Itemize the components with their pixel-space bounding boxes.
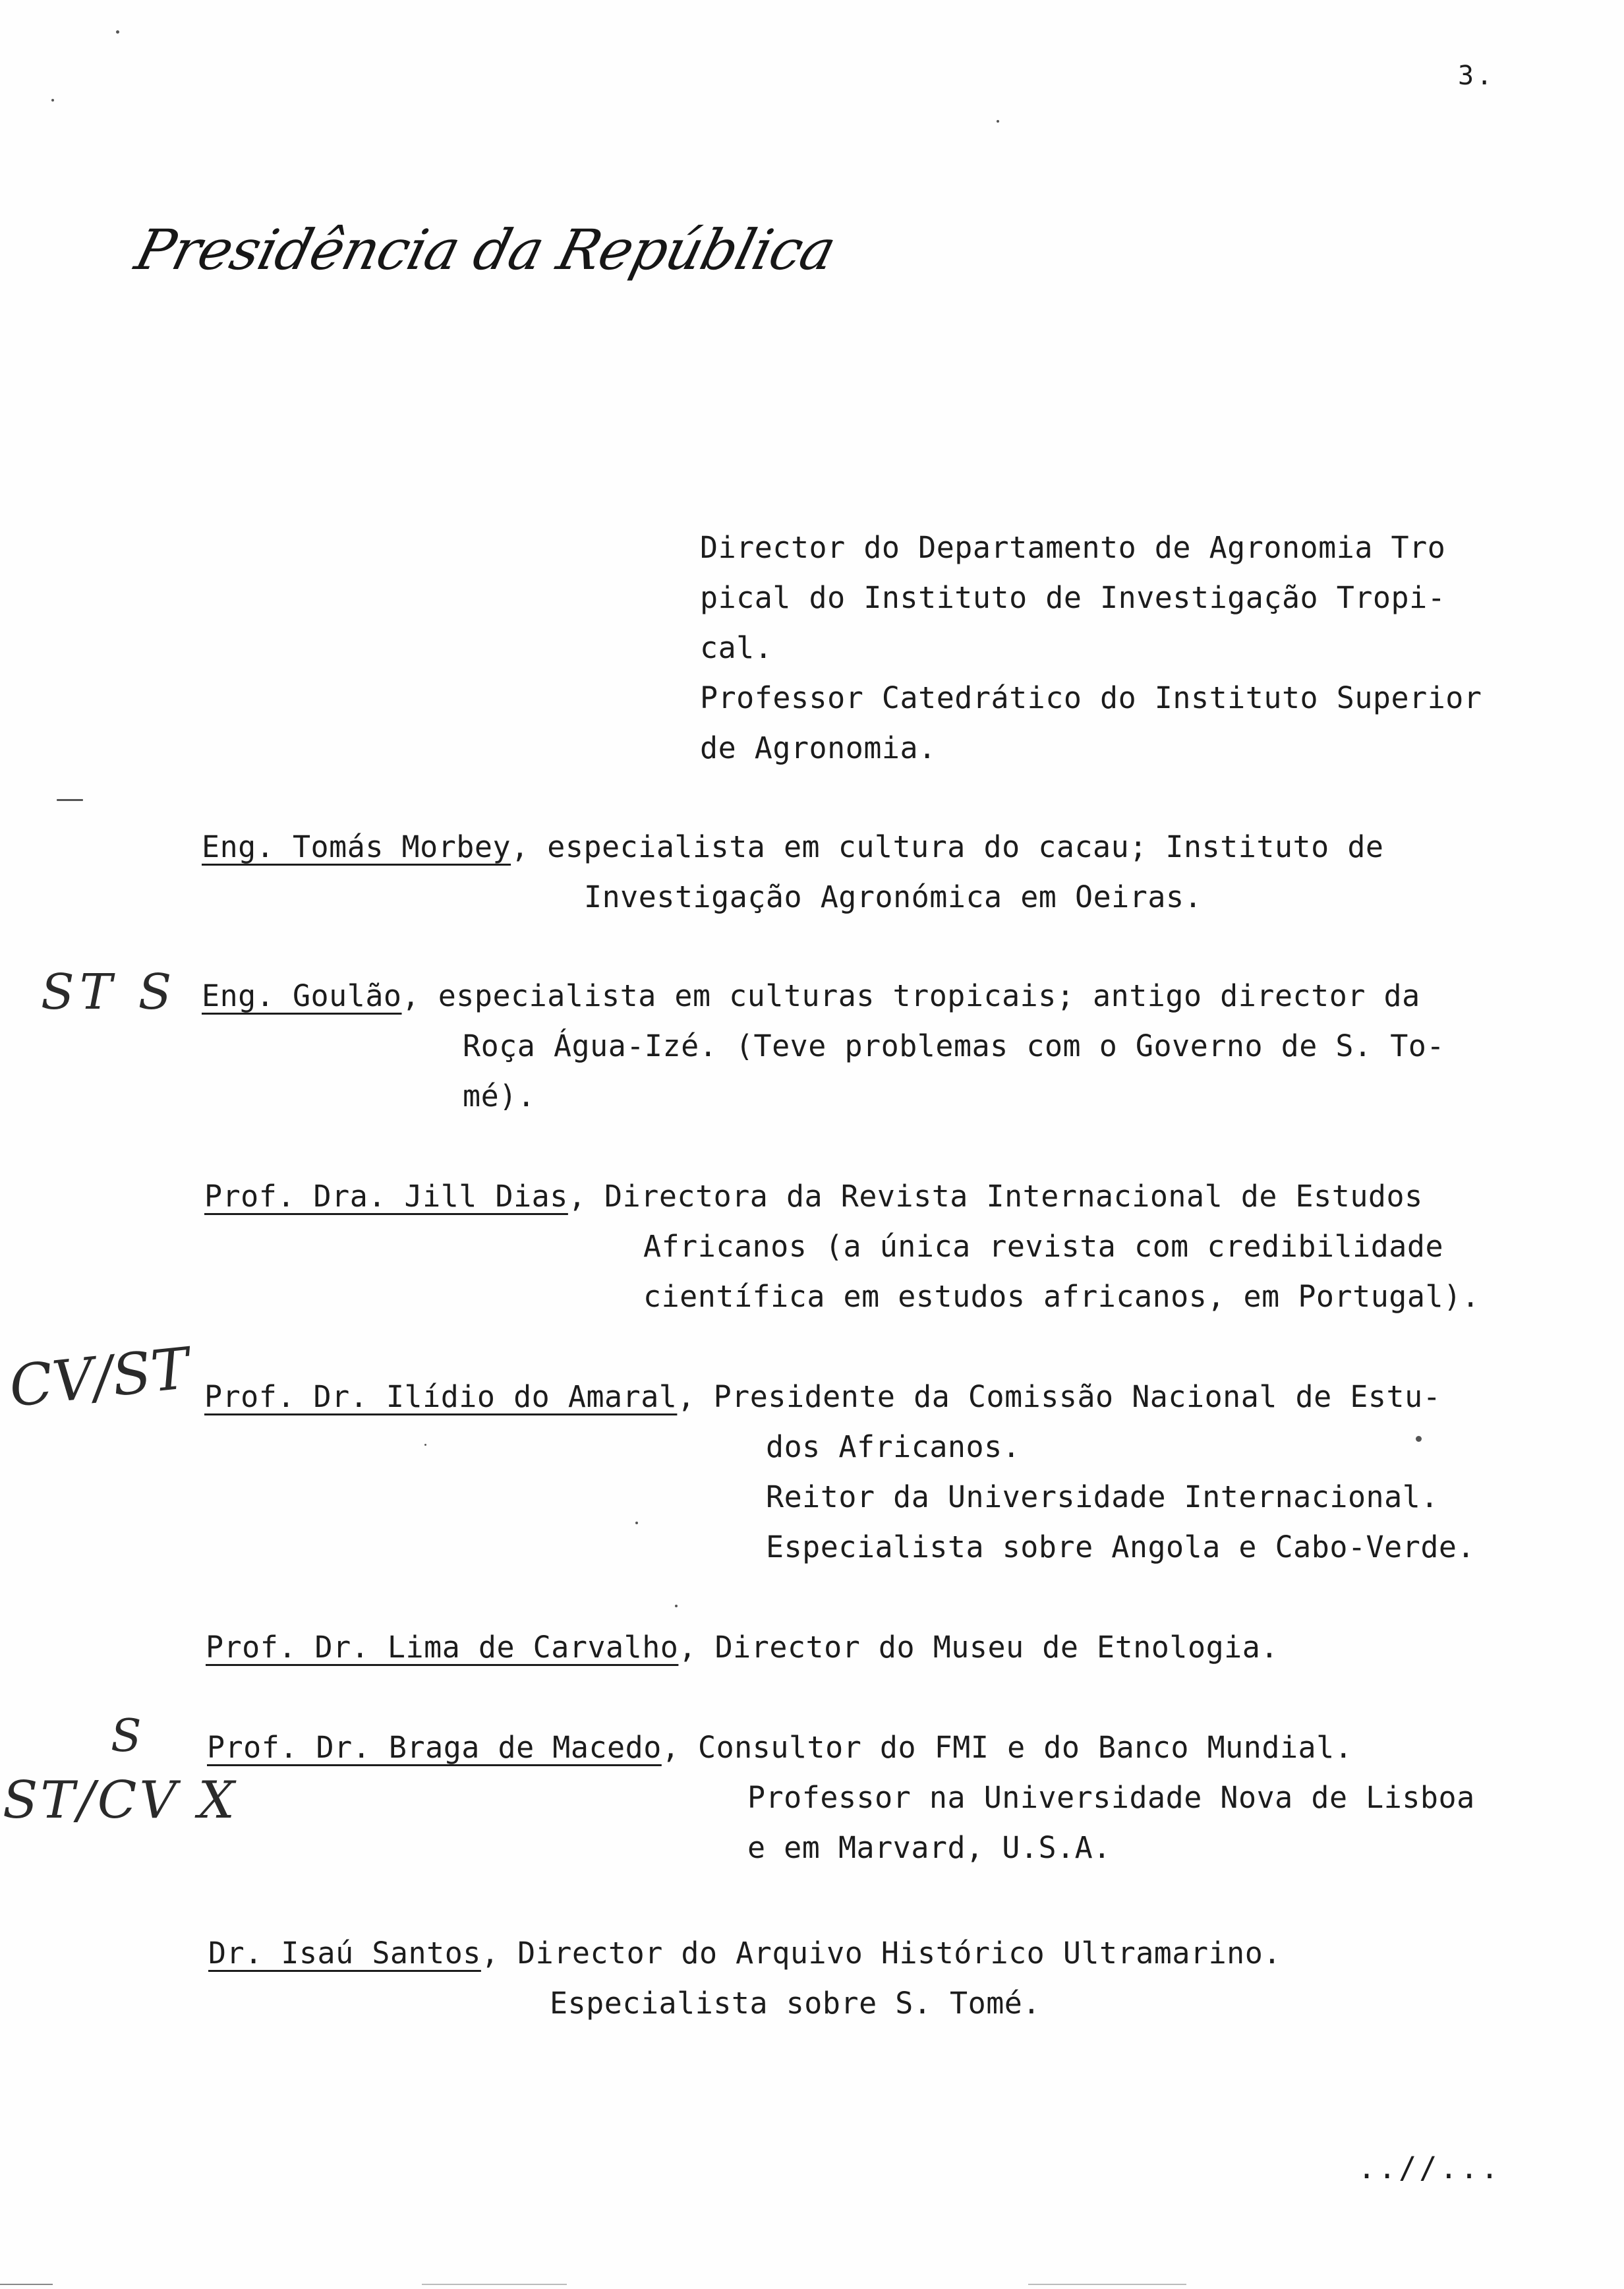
intro-line: de Agronomia. [700,730,937,765]
entry-continuation: e em Marvard, U.S.A. [747,1830,1111,1865]
scan-edge [0,2284,53,2285]
handwritten-note: ST S [41,964,177,1021]
person-name: Prof. Dr. Lima de Carvalho [206,1630,679,1665]
name-separator: , [480,1936,500,1971]
name-separator: , [511,829,529,864]
scan-speck [997,120,999,123]
entry-description: Directora da Revista Internacional de Estudos [604,1179,1423,1214]
entry-description: especialista em culturas tropicais; antigo director da [438,978,1420,1013]
name-separator: , [677,1379,695,1414]
person-name: Eng. Goulão [202,978,402,1013]
scan-speck [51,99,54,102]
scan-speck [116,30,119,34]
entry-continuation: Africanos (a única revista com credibilidade [643,1229,1444,1264]
scan-speck [57,799,83,801]
name-separator: , [661,1730,680,1765]
scan-speck [675,1605,678,1607]
name-separator: , [567,1179,587,1214]
entry-description: especialista em cultura do cacau; Instituto de [547,829,1384,864]
entry-first-line [204,1172,1423,1222]
entry-description: Director do Museu de Etnologia. [714,1630,1279,1665]
scan-speck [1416,1436,1422,1442]
entry-first-line [207,1723,1352,1773]
scan-speck [424,1444,426,1446]
intro-line: Professor Catedrático do Instituto Superior [700,680,1482,715]
name-separator: , [678,1630,697,1665]
entry-first-line [202,822,1384,872]
person-name: Dr. Isaú Santos [208,1936,481,1971]
scan-speck [635,1522,638,1524]
person-name: Prof. Dr. Ilídio do Amaral [204,1379,678,1414]
entry-description: Presidente da Comissão Nacional de Estu- [713,1379,1441,1414]
entry-continuation: Reitor da Universidade Internacional. [766,1479,1439,1514]
entry-first-line [202,971,1420,1021]
intro-line: pical do Instituto de Investigação Tropi- [700,580,1446,615]
intro-line: cal. [700,630,773,665]
scan-edge [1028,2284,1186,2285]
entry-description: Consultor do FMI e do Banco Mundial. [698,1730,1353,1765]
person-name: Eng. Tomás Morbey [202,829,511,864]
handwritten-note: S [111,1710,142,1762]
entry-first-line [206,1622,1279,1673]
handwritten-note: CV/ST [6,1335,192,1421]
entry-continuation: Especialista sobre S. Tomé. [550,1986,1041,2021]
entry-continuation: científica em estudos africanos, em Portugal). [643,1279,1480,1314]
entry-continuation: dos Africanos. [766,1429,1021,1464]
continuation-marker: ..//... [1358,2151,1501,2185]
intro-line: Director do Departamento de Agronomia Tro [700,530,1446,565]
page-number: 3. [1458,61,1495,91]
scan-edge [422,2284,567,2285]
entry-first-line [204,1372,1441,1422]
entry-continuation: Investigação Agronómica em Oeiras. [584,879,1203,914]
entry-continuation: Professor na Universidade Nova de Lisboa [747,1780,1475,1815]
person-name: Prof. Dr. Braga de Macedo [207,1730,662,1765]
name-separator: , [401,978,420,1013]
entry-description: Director do Arquivo Histórico Ultramarino. [517,1936,1281,1971]
entry-continuation: Roça Água-Izé. (Teve problemas com o Governo de S. To- [463,1028,1445,1063]
entry-first-line [208,1928,1281,1978]
handwritten-note: ST/CV X [3,1771,238,1830]
entry-continuation: mé). [463,1079,536,1114]
letterhead: Presidência da República [129,218,842,282]
person-name: Prof. Dra. Jill Dias [204,1179,568,1214]
entry-continuation: Especialista sobre Angola e Cabo-Verde. [766,1530,1476,1564]
